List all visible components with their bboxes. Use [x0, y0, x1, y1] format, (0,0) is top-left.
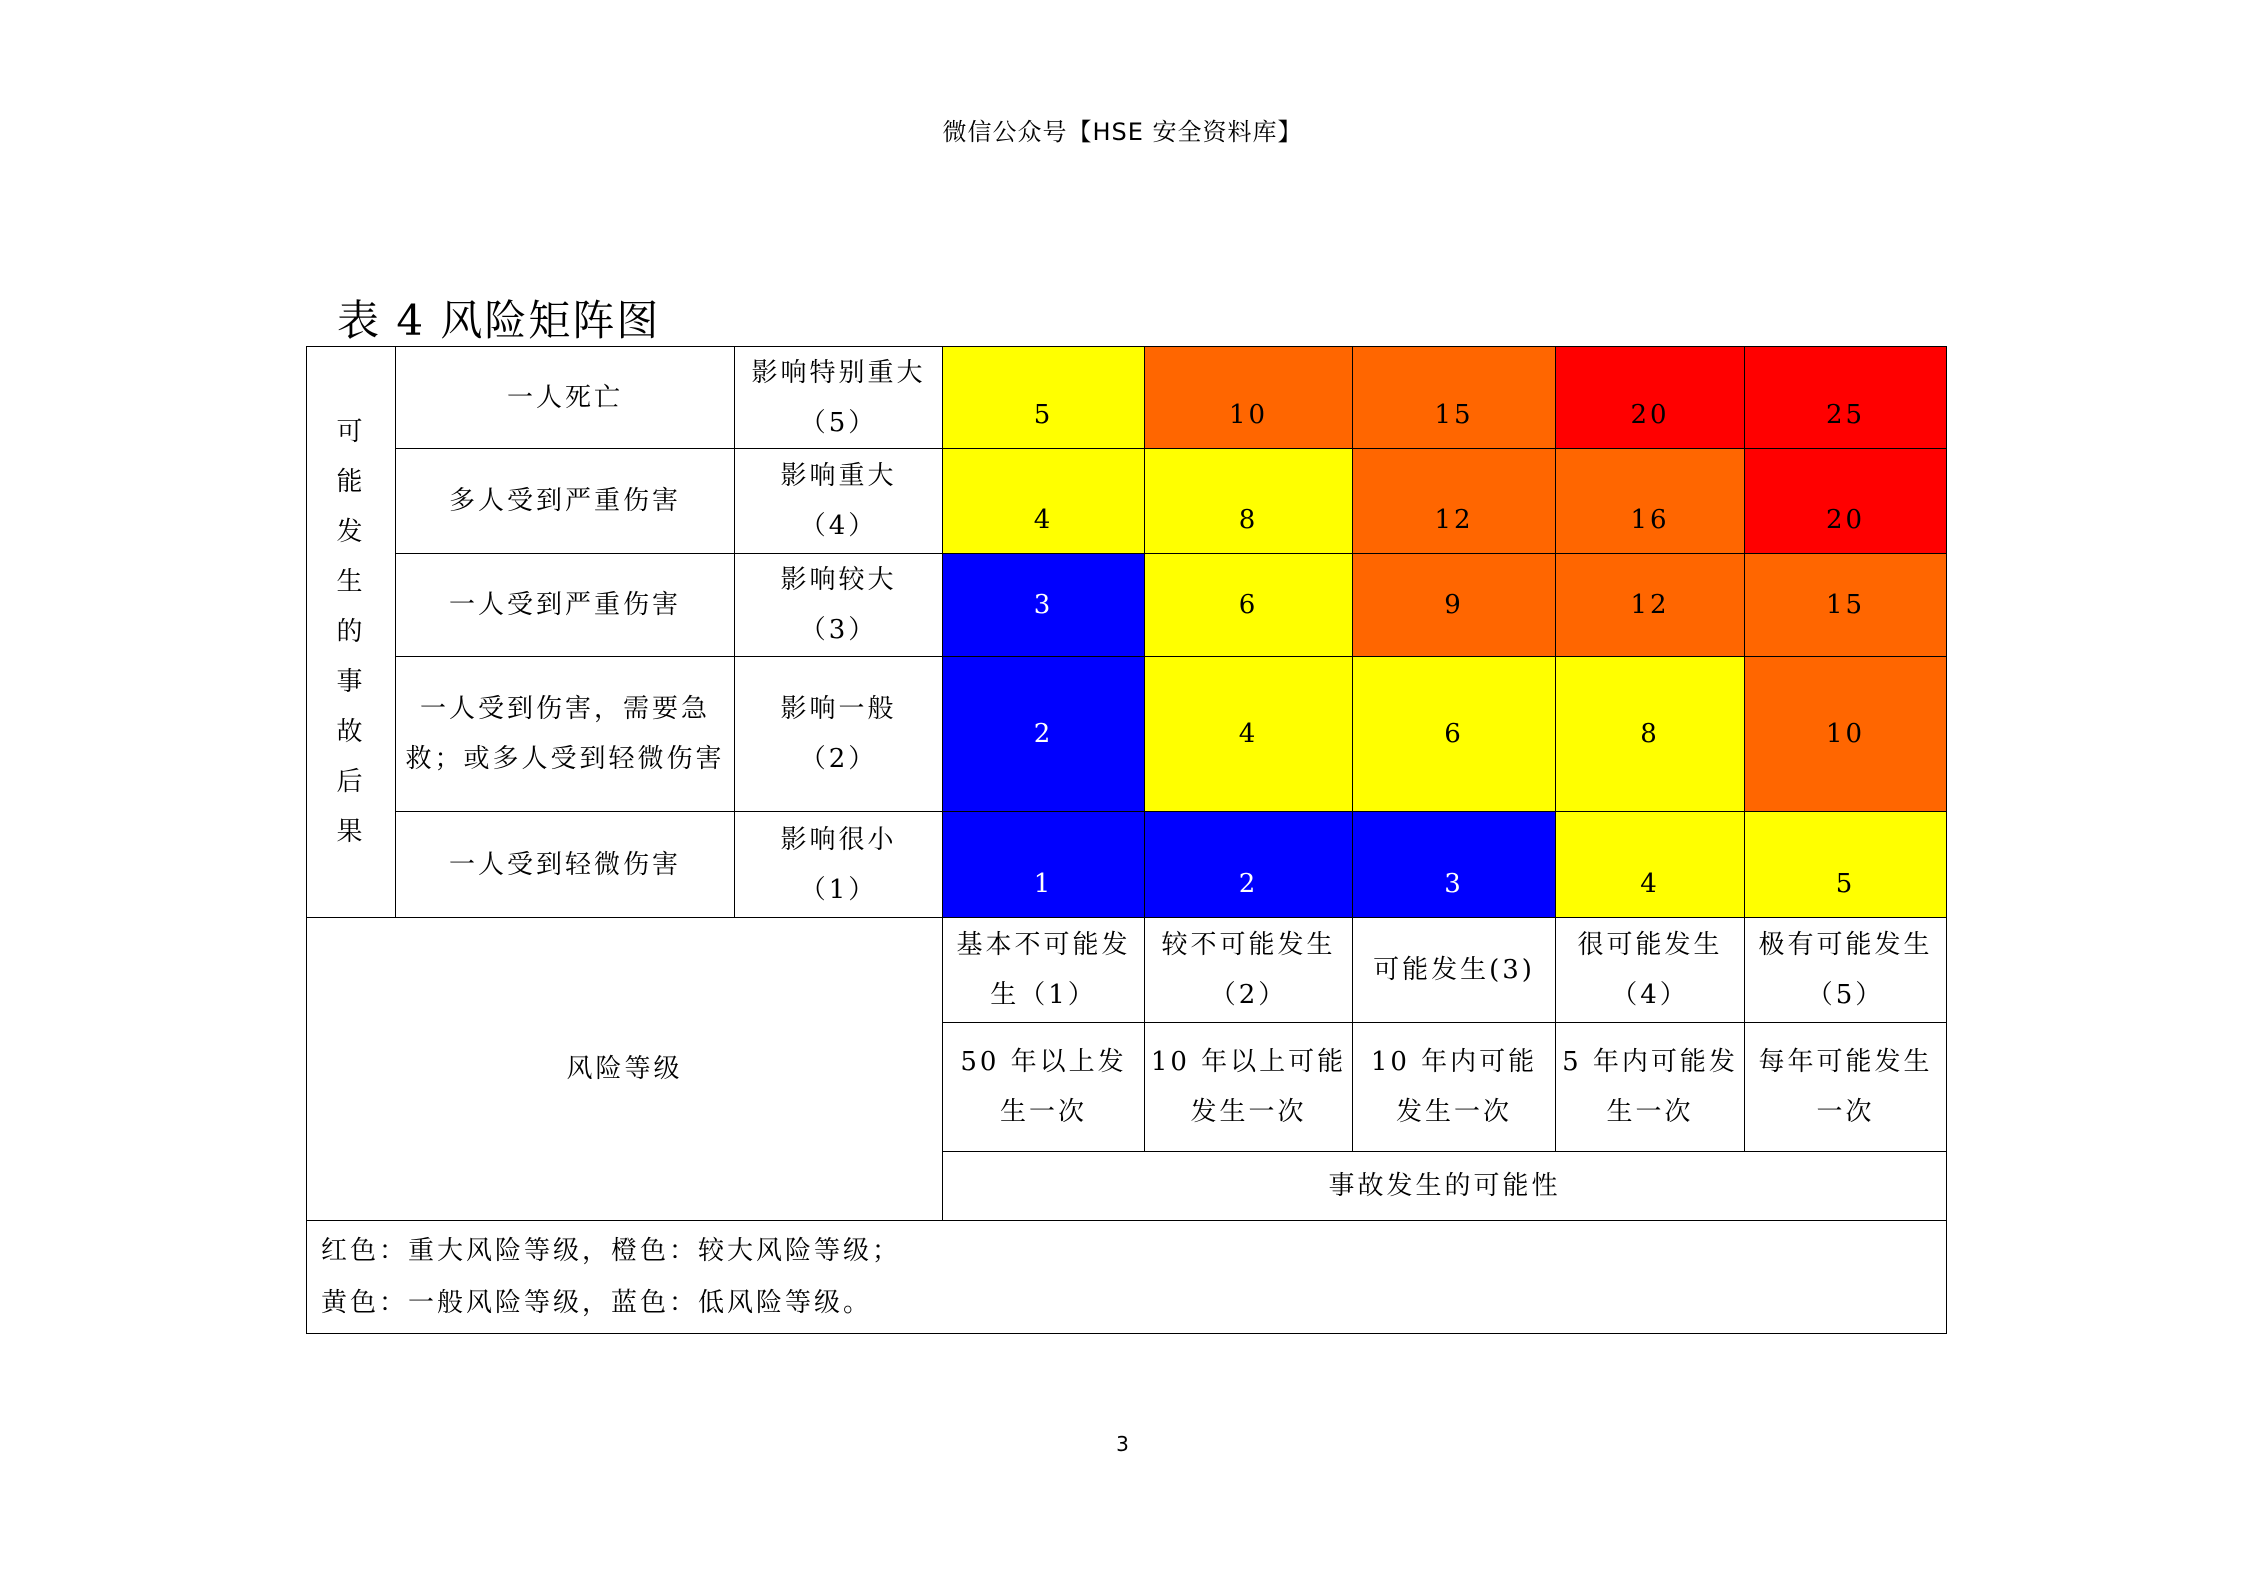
risk-cell: 5: [1745, 812, 1947, 918]
risk-cell: 5: [943, 347, 1145, 449]
likelihood-label: 极有可能发生（5）: [1745, 918, 1947, 1023]
risk-cell: 12: [1556, 554, 1745, 657]
consequence-label: 一人受到严重伤害: [396, 554, 735, 657]
consequence-label: 一人受到伤害，需要急救；或多人受到轻微伤害: [396, 657, 735, 812]
risk-cell: 8: [1145, 449, 1353, 554]
risk-cell: 9: [1353, 554, 1556, 657]
impact-label: 影响较大 （3）: [735, 554, 943, 657]
risk-cell: 16: [1556, 449, 1745, 554]
page-header: 微信公众号【HSE 安全资料库】: [942, 118, 1303, 146]
page-number: 3: [1116, 1432, 1129, 1456]
risk-cell: 2: [943, 657, 1145, 812]
likelihood-label: 可能发生(3): [1353, 918, 1556, 1023]
risk-cell: 3: [943, 554, 1145, 657]
risk-cell: 3: [1353, 812, 1556, 918]
vertical-axis-label: 可 能 发 生 的 事 故 后 果: [307, 347, 396, 918]
risk-cell: 8: [1556, 657, 1745, 812]
risk-cell: 6: [1145, 554, 1353, 657]
risk-matrix-table: [306, 346, 1947, 1334]
risk-cell: 10: [1145, 347, 1353, 449]
risk-cell: 12: [1353, 449, 1556, 554]
likelihood-label: 较不可能发生（2）: [1145, 918, 1353, 1023]
risk-cell: 15: [1353, 347, 1556, 449]
risk-cell: 2: [1145, 812, 1353, 918]
impact-label: 影响特别重大 （5）: [735, 347, 943, 449]
risk-cell: 4: [1145, 657, 1353, 812]
risk-cell: 10: [1745, 657, 1947, 812]
risk-cell: 15: [1745, 554, 1947, 657]
risk-cell: 6: [1353, 657, 1556, 812]
impact-label: 影响一般 （2）: [735, 657, 943, 812]
frequency-label: 10 年内可能发生一次: [1353, 1023, 1556, 1152]
risk-cell: 20: [1745, 449, 1947, 554]
likelihood-label: 很可能发生（4）: [1556, 918, 1745, 1023]
risk-cell: 4: [943, 449, 1145, 554]
legend-line: 黄色：一般风险等级，蓝色：低风险等级。: [321, 1288, 873, 1318]
risk-cell: 20: [1556, 347, 1745, 449]
risk-cell: 1: [943, 812, 1145, 918]
frequency-label: 50 年以上发生一次: [943, 1023, 1145, 1152]
consequence-label: 一人死亡: [396, 347, 735, 449]
impact-label: 影响很小 （1）: [735, 812, 943, 918]
likelihood-label: 基本不可能发生（1）: [943, 918, 1145, 1023]
consequence-label: 一人受到轻微伤害: [396, 812, 735, 918]
frequency-label: 每年可能发生一次: [1745, 1023, 1947, 1152]
consequence-label: 多人受到严重伤害: [396, 449, 735, 554]
impact-label: 影响重大 （4）: [735, 449, 943, 554]
color-legend: [307, 1221, 1947, 1334]
likelihood-axis-label: 事故发生的可能性: [943, 1152, 1947, 1221]
risk-cell: 25: [1745, 347, 1947, 449]
table-title: 表 4 风险矩阵图: [337, 296, 661, 345]
risk-cell: 4: [1556, 812, 1745, 918]
legend-line: 红色：重大风险等级，橙色：较大风险等级；: [321, 1236, 902, 1266]
frequency-label: 5 年内可能发生一次: [1556, 1023, 1745, 1152]
risk-level-label: 风险等级: [307, 918, 943, 1221]
frequency-label: 10 年以上可能发生一次: [1145, 1023, 1353, 1152]
